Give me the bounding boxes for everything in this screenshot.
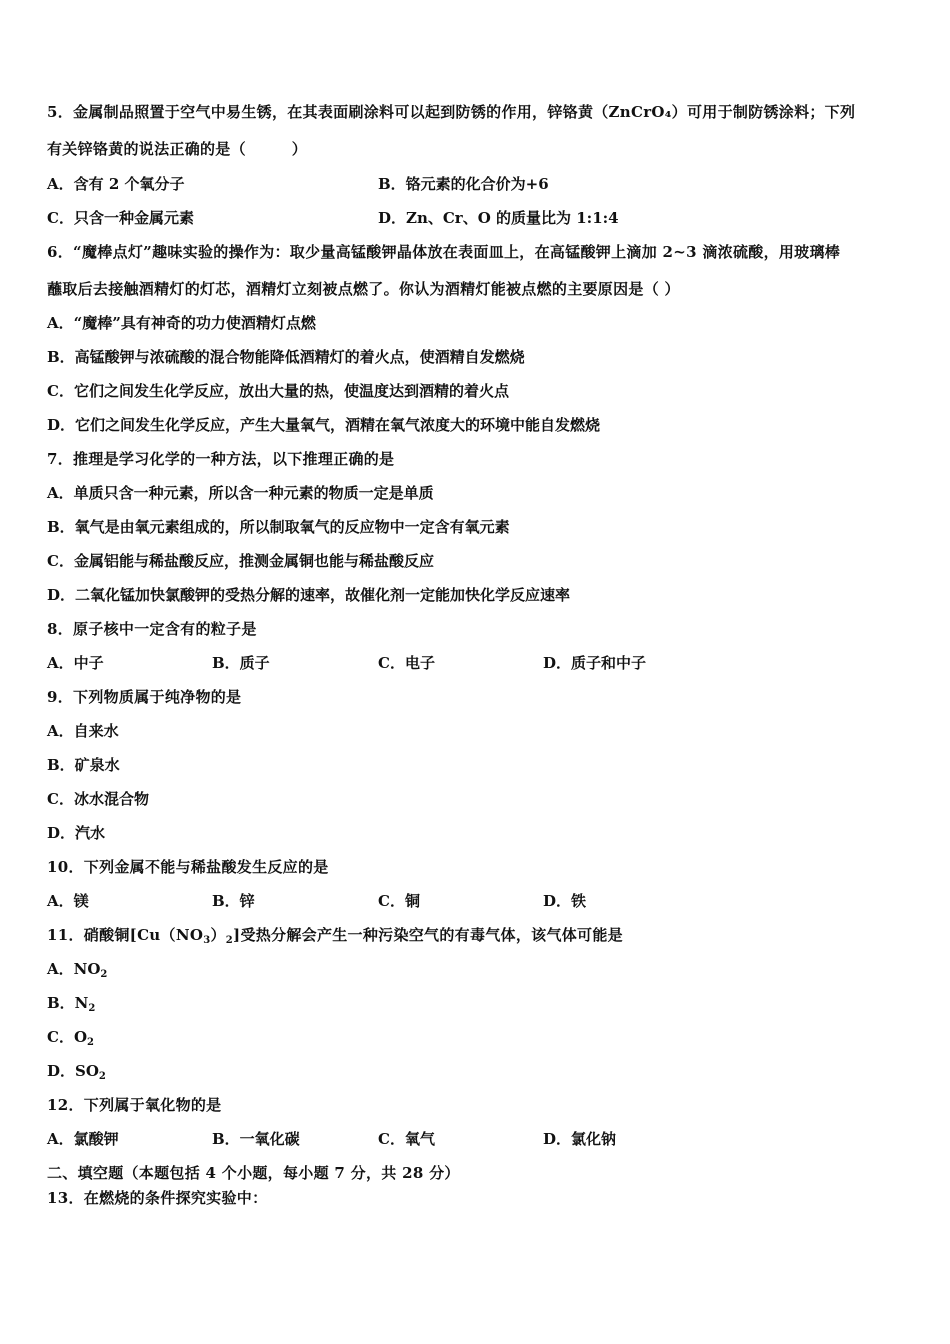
q7-option-b: B．氧气是由氧元素组成的，所以制取氧气的反应物中一定含有氧元素 (47, 518, 510, 536)
q5-stem-line2: 有关锌铬黄的说法正确的是（ ） (47, 140, 308, 158)
q11-option-b-sub: 2 (88, 1003, 96, 1014)
q12-stem: 12．下列属于氧化物的是 (47, 1096, 222, 1114)
q8-stem: 8．原子核中一定含有的粒子是 (47, 620, 257, 638)
q5-option-b: B．铬元素的化合价为+6 (378, 175, 549, 193)
q5-option-a: A．含有 2 个氧分子 (47, 175, 185, 193)
q9-option-d: D．汽水 (47, 824, 106, 842)
section-heading: 二、填空题（本题包括 4 个小题，每小题 7 分，共 28 分） (47, 1164, 460, 1182)
q12-option-a: A．氯酸钾 (47, 1130, 119, 1148)
q8-option-c: C．电子 (378, 654, 435, 672)
q11-option-d (47, 1061, 106, 1087)
q7-stem: 7．推理是学习化学的一种方法，以下推理正确的是 (47, 450, 395, 468)
q11-option-b (47, 993, 95, 1019)
q11-option-a-text: A．NO (47, 960, 101, 978)
q8-option-b: B．质子 (212, 654, 270, 672)
q8-option-a: A．中子 (47, 654, 104, 672)
q11-stem (47, 925, 623, 951)
q9-option-a: A．自来水 (47, 722, 119, 740)
q11-stem-pre: 11．硝酸铜[Cu（NO (47, 926, 204, 944)
q12-option-d: D．氯化钠 (543, 1130, 617, 1148)
q11-option-a-sub: 2 (100, 969, 108, 980)
q11-option-d-sub: 2 (98, 1071, 106, 1082)
q6-stem-line2: 蘸取后去接触酒精灯的灯芯，酒精灯立刻被点燃了。你认为酒精灯能被点燃的主要原因是（ ） (47, 280, 680, 298)
q11-stem-post: ]受热分解会产生一种污染空气的有毒气体，该气体可能是 (233, 926, 623, 944)
q12-option-b: B．一氧化碳 (212, 1130, 300, 1148)
q7-option-a: A．单质只含一种元素，所以含一种元素的物质一定是单质 (47, 484, 434, 502)
q11-option-c-sub: 2 (87, 1037, 94, 1048)
q6-option-d: D．它们之间发生化学反应，产生大量氧气，酒精在氧气浓度大的环境中能自发燃烧 (47, 416, 601, 434)
q10-option-c: C．铜 (378, 892, 420, 910)
q11-option-c (47, 1027, 94, 1053)
q10-stem: 10．下列金属不能与稀盐酸发生反应的是 (47, 858, 329, 876)
q6-option-b: B．高锰酸钾与浓硫酸的混合物能降低酒精灯的着火点，使酒精自发燃烧 (47, 348, 525, 366)
q5-option-d: D．Zn、Cr、O 的质量比为 1:1:4 (378, 209, 619, 227)
q7-option-c: C．金属铝能与稀盐酸反应，推测金属铜也能与稀盐酸反应 (47, 552, 434, 570)
q11-stem-mid: ） (210, 926, 226, 944)
q11-option-c-text: C．O (47, 1028, 88, 1046)
q9-option-c: C．冰水混合物 (47, 790, 149, 808)
q9-stem: 9．下列物质属于纯净物的是 (47, 688, 242, 706)
q11-option-b-text: B．N (47, 994, 89, 1012)
q10-option-d: D．铁 (543, 892, 587, 910)
q11-option-d-text: D．SO (47, 1062, 99, 1080)
q5-stem-line1: 5．金属制品照置于空气中易生锈，在其表面刷涂料可以起到防锈的作用，锌铬黄（ZnCrO₄）可用于制防锈涂料；下列 (47, 103, 856, 121)
q11-option-a (47, 959, 107, 985)
q6-stem-line1: 6．“魔棒点灯”趣味实验的操作为：取少量高锰酸钾晶体放在表面皿上，在高锰酸钾上滴加 2~3 滴浓硫酸，用玻璃棒 (47, 243, 841, 261)
q5-option-c: C．只含一种金属元素 (47, 209, 194, 227)
q11-stem-sub1: 3 (203, 935, 211, 946)
q8-option-d: D．质子和中子 (543, 654, 647, 672)
q11-stem-sub2: 2 (225, 935, 234, 946)
q9-option-b: B．矿泉水 (47, 756, 120, 774)
q12-option-c: C．氧气 (378, 1130, 435, 1148)
q6-option-c: C．它们之间发生化学反应，放出大量的热，使温度达到酒精的着火点 (47, 382, 509, 400)
q13-stem: 13．在燃烧的条件探究实验中： (47, 1189, 268, 1207)
q7-option-d: D．二氧化锰加快氯酸钾的受热分解的速率，故催化剂一定能加快化学反应速率 (47, 586, 571, 604)
q10-option-b: B．锌 (212, 892, 255, 910)
q6-option-a: A．“魔棒”具有神奇的功力使酒精灯点燃 (47, 314, 316, 332)
q10-option-a: A．镁 (47, 892, 89, 910)
